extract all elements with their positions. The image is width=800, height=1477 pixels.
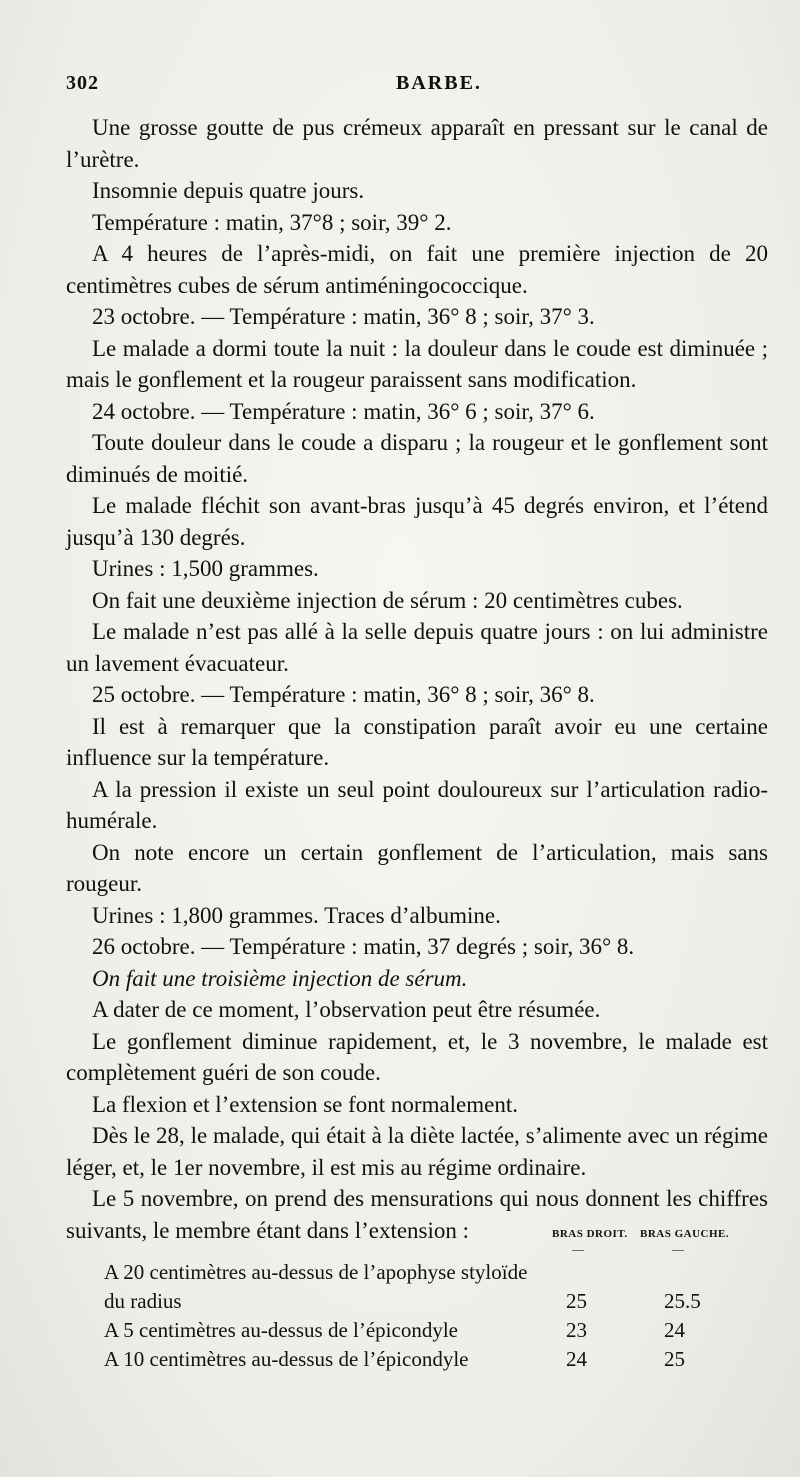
paragraph: 25 octobre. — Température : matin, 36° 8 ; soir, 36° 8.: [92, 682, 595, 707]
paragraph: Le 5 novembre, on prend des mensurations qui nous donnent les chiffres suivants, le membre étant dans l’extension :: [66, 1186, 768, 1243]
paragraph: La flexion et l’extension se font normalement.: [92, 1091, 519, 1117]
paragraph: A 4 heures de l’après-midi, on fait une première injection de 20 centimètres cubes de sérum antiméningococcique.: [66, 241, 768, 298]
paragraph: On fait une deuxième injection de sérum : 20 centimètres cubes.: [92, 587, 683, 613]
paragraph: Toute douleur dans le coude a disparu ; la rougeur et le gonflement sont diminués de moitié.: [66, 430, 768, 487]
paragraph: 24 octobre. — Température : matin, 36° 6 ; soir, 37° 6.: [92, 398, 595, 424]
column-header-right-arm: BRAS DROIT.: [552, 1228, 628, 1240]
paragraph: Le malade a dormi toute la nuit : la douleur dans le coude est diminuée ; mais le gonflement et la rougeur paraissent sans modification.: [66, 335, 768, 392]
table-header: [66, 1228, 768, 1258]
row-label: A 20 centimètres au-dessus de l’apophyse styloïde du radius: [104, 1260, 528, 1313]
table-row: [66, 1258, 768, 1316]
page-body: [66, 112, 768, 1246]
paragraph: 26 octobre. — Température : matin, 37 degrés ; soir, 36° 8.: [92, 934, 635, 959]
row-label: A 10 centimètres au-dessus de l’épicondyle: [104, 1347, 469, 1371]
paragraph-italic: [66, 963, 768, 995]
table-row: [66, 1345, 768, 1374]
paragraph: A dater de ce moment, l’observation peut être résumée.: [92, 997, 601, 1022]
paragraph: Dès le 28, le malade, qui était à la diète lactée, s’alimente avec un régime léger, et, le 1er novembre, il est mis au régime ordinaire.: [66, 1123, 768, 1180]
paragraph: Le malade fléchit son avant-bras jusqu’à 45 degrés environ, et l’étend jusqu’à 130 degrés.: [66, 493, 768, 550]
paragraph: A la pression il existe un seul point douloureux sur l’articulation radio-humérale.: [66, 776, 768, 833]
header-rule: —: [572, 1242, 584, 1256]
value-left-arm: 25.5: [664, 1289, 701, 1313]
value-right-arm: 23: [566, 1318, 587, 1342]
header-rule: —: [672, 1242, 684, 1256]
paragraph: Une grosse goutte de pus crémeux apparaît en pressant sur le canal de l’urètre.: [66, 115, 768, 172]
paragraph: Urines : 1,500 grammes.: [92, 556, 319, 581]
row-label: A 5 centimètres au-dessus de l’épicondyle: [104, 1318, 458, 1342]
paragraph: Température : matin, 37°8 ; soir, 39° 2.: [92, 209, 452, 235]
value-left-arm: 25: [664, 1347, 685, 1371]
running-title: BARBE.: [396, 72, 482, 94]
paragraph: On note encore un certain gonflement de l’articulation, mais sans rougeur.: [66, 839, 768, 896]
table-row: [66, 1316, 768, 1345]
paragraph: Le gonflement diminue rapidement, et, le 3 novembre, le malade est complètement guéri de son coude.: [66, 1028, 768, 1085]
paragraph: Urines : 1,800 grammes. Traces d’albumine.: [92, 902, 501, 928]
page-number: 302: [66, 72, 99, 94]
italic-text: On fait une troisième injection de sérum.: [92, 965, 468, 991]
paragraph: 23 octobre. — Température : matin, 36° 8 ; soir, 37° 3.: [92, 304, 595, 329]
paragraph: Insomnie depuis quatre jours.: [92, 178, 365, 203]
column-header-left-arm: BRAS GAUCHE.: [640, 1228, 730, 1240]
paragraph: Le malade n’est pas allé à la selle depuis quatre jours : on lui administre un lavement évacuateur.: [66, 619, 768, 676]
measurements-table: [66, 1228, 768, 1374]
paragraph: Il est à remarquer que la constipation paraît avoir eu une certaine influence sur la température.: [66, 713, 768, 770]
value-left-arm: 24: [664, 1318, 685, 1342]
value-right-arm: 24: [566, 1347, 587, 1371]
page-header: [66, 72, 766, 106]
value-right-arm: 25: [566, 1289, 587, 1313]
